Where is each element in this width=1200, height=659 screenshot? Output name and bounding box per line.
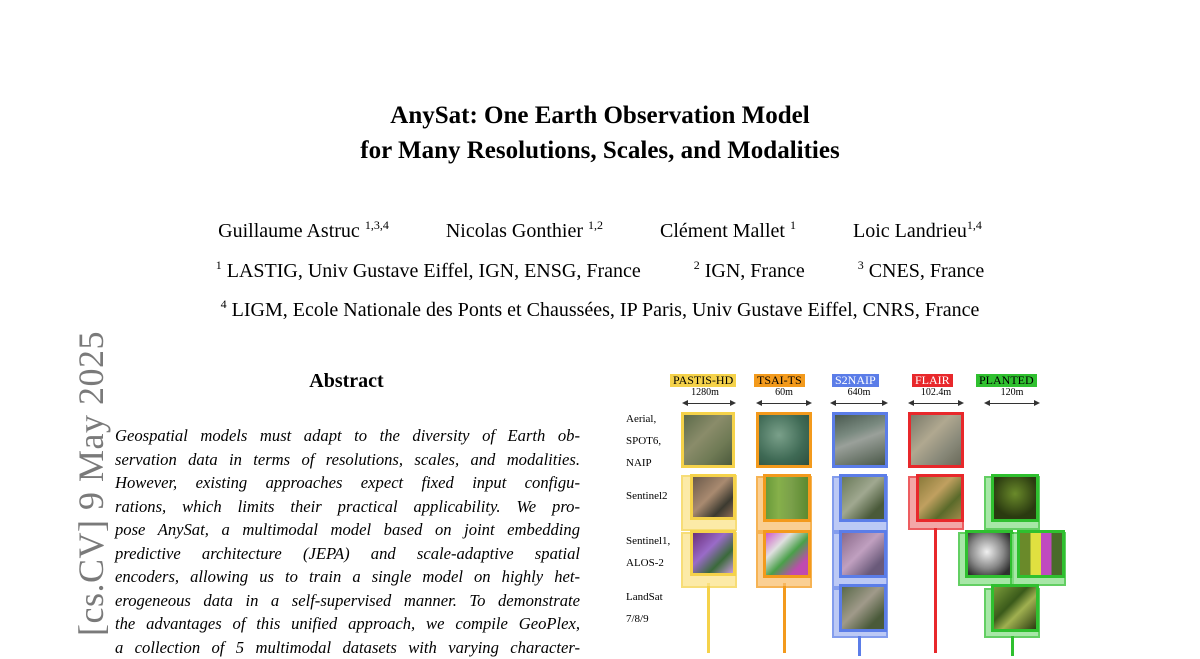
affiliation-line-1 <box>0 252 1200 284</box>
affiliation-sup: 2 <box>694 258 700 272</box>
connector-line <box>1011 636 1014 656</box>
dataset-scale: 640m <box>832 387 886 398</box>
abstract-line: the advantages of this unified approach, we compile GeoPlex, <box>115 612 580 636</box>
author-name: Nicolas Gonthier <box>446 220 583 242</box>
scale-arrow <box>910 403 962 404</box>
abstract-body <box>115 424 580 659</box>
paper-title-line1: AnySat: One Earth Observation Model <box>0 98 1200 133</box>
abstract-line: predictive architecture (JEPA) and scale-adaptive spatial <box>115 542 580 566</box>
tile-tsai-s1 <box>763 530 811 578</box>
tile-s2naip-s2 <box>839 474 887 522</box>
tile-pastis-s1 <box>690 530 736 576</box>
tile-planted-s1a <box>965 530 1013 578</box>
tile-s2naip-landsat <box>839 584 887 632</box>
tile-planted-s2 <box>991 474 1039 522</box>
scale-arrow <box>986 403 1038 404</box>
affiliation-sup: 4 <box>221 297 227 311</box>
tile-pastis-aerial <box>681 412 735 468</box>
scale-arrow <box>758 403 810 404</box>
abstract-line: encoders, allowing us to train a single model on highly het- <box>115 565 580 589</box>
row-label-sentinel1: Sentinel1, ALOS-2 <box>626 530 670 574</box>
tile-flair-s2 <box>916 474 964 522</box>
tile-s2naip-s1 <box>839 530 887 578</box>
arxiv-stamp <box>22 302 72 642</box>
connector-line <box>783 583 786 653</box>
dataset-scale: 120m <box>986 387 1038 398</box>
dataset-tag-pastis: PASTIS-HD <box>670 374 736 387</box>
dataset-tag-s2naip: S2NAIP <box>832 374 879 387</box>
teaser-figure <box>618 368 1078 648</box>
author-name: Guillaume Astruc <box>218 220 360 242</box>
tile-tsai-s2 <box>763 474 811 522</box>
tile-planted-s1b <box>1017 530 1065 578</box>
row-label-aerial: Aerial, SPOT6, NAIP <box>626 408 661 474</box>
connector-line <box>934 528 937 653</box>
affiliation-line-2 <box>0 291 1200 323</box>
scale-arrow <box>684 403 734 404</box>
abstract-line: pose AnySat, a multimodal model based on joint embedding <box>115 518 580 542</box>
author-affil-sup: 1 <box>790 218 796 232</box>
author-affil-sup: 1,2 <box>588 218 603 232</box>
affiliation-sup: 1 <box>216 258 222 272</box>
affiliation-text: IGN, France <box>705 260 805 282</box>
dataset-scale: 60m <box>758 387 810 398</box>
tile-flair-aerial <box>908 412 964 468</box>
author-name: Loic Landrieu <box>853 220 967 242</box>
author-list <box>0 212 1200 244</box>
tile-pastis-s2 <box>690 474 736 520</box>
row-label-sentinel2: Sentinel2 <box>626 485 668 507</box>
tile-planted-landsat <box>991 584 1039 632</box>
author-affil-sup: 1,3,4 <box>365 218 389 232</box>
dataset-scale: 102.4m <box>910 387 962 398</box>
abstract-line: erogeneous data in a self-supervised manner. To demonstrate <box>115 589 580 613</box>
affiliation-text: CNES, France <box>869 260 985 282</box>
paper-title-line2: for Many Resolutions, Scales, and Modalities <box>0 133 1200 168</box>
arxiv-stamp-text: [cs.CV] 9 May 2025 <box>70 331 112 636</box>
connector-line <box>707 583 710 653</box>
abstract-line: However, existing approaches expect fixed input configu- <box>115 471 580 495</box>
affiliation-sup: 3 <box>858 258 864 272</box>
abstract-line: a collection of 5 multimodal datasets with varying character- <box>115 636 580 659</box>
dataset-tag-planted: PLANTED <box>976 374 1037 387</box>
dataset-scale: 1280m <box>682 387 728 398</box>
tile-tsai-aerial <box>756 412 812 468</box>
author-affil-sup: 1,4 <box>967 218 982 232</box>
scale-arrow <box>832 403 886 404</box>
dataset-tag-tsai: TSAI-TS <box>754 374 805 387</box>
abstract-heading: Abstract <box>115 370 578 393</box>
abstract-line: Geospatial models must adapt to the diversity of Earth ob- <box>115 424 580 448</box>
dataset-tag-flair: FLAIR <box>912 374 953 387</box>
abstract-line: rations, which limits their practical applicability. We pro- <box>115 495 580 519</box>
abstract-line: servation data in terms of resolutions, scales, and modalities. <box>115 448 580 472</box>
tile-s2naip-aerial <box>832 412 888 468</box>
affiliation-text: LIGM, Ecole Nationale des Ponts et Chaussées, IP Paris, Univ Gustave Eiffel, CNRS, France <box>232 299 980 321</box>
connector-line <box>858 636 861 656</box>
row-label-landsat: LandSat 7/8/9 <box>626 586 663 630</box>
author-name: Clément Mallet <box>660 220 785 242</box>
affiliation-text: LASTIG, Univ Gustave Eiffel, IGN, ENSG, France <box>227 260 641 282</box>
